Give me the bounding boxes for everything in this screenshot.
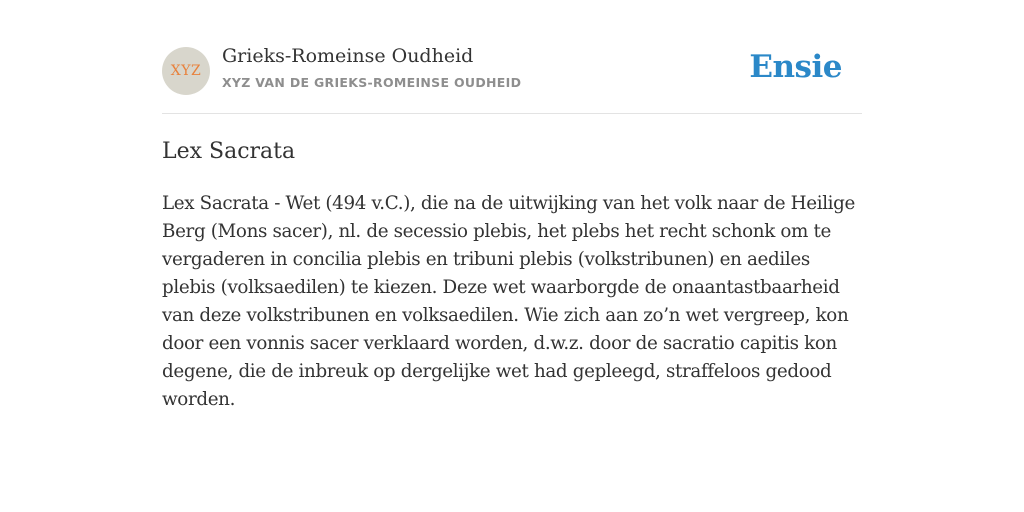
- header: [162, 0, 862, 114]
- source-subtitle: XYZ VAN DE GRIEKS-ROMEINSE OUDHEID: [222, 75, 522, 90]
- brand-logo-link[interactable]: Ensie: [749, 49, 842, 85]
- avatar[interactable]: XYZ: [162, 47, 210, 95]
- article-title: Lex Sacrata: [162, 139, 296, 164]
- source-title[interactable]: Grieks-Romeinse Oudheid: [222, 45, 474, 67]
- article-body: Lex Sacrata - Wet (494 v.C.), die na de uitwijking van het volk naar de Heilige Berg (Mons sacer), nl. de secessio plebis, het plebs het recht schonk om te vergaderen in concilia plebis en tribuni plebis (volkstribunen) en aediles plebis (volksaedilen) te kiezen. Deze wet waarborgde de onaantastbaarheid van deze volkstribunen en volksaedilen. Wie zich aan zo’n wet vergreep, kon door een vonnis sacer verklaard worden, d.w.z. door de sacratio capitis kon degene, die de inbreuk op dergelijke wet had gepleegd, straffeloos gedood worden.: [162, 193, 856, 410]
- page-container: [162, 0, 862, 410]
